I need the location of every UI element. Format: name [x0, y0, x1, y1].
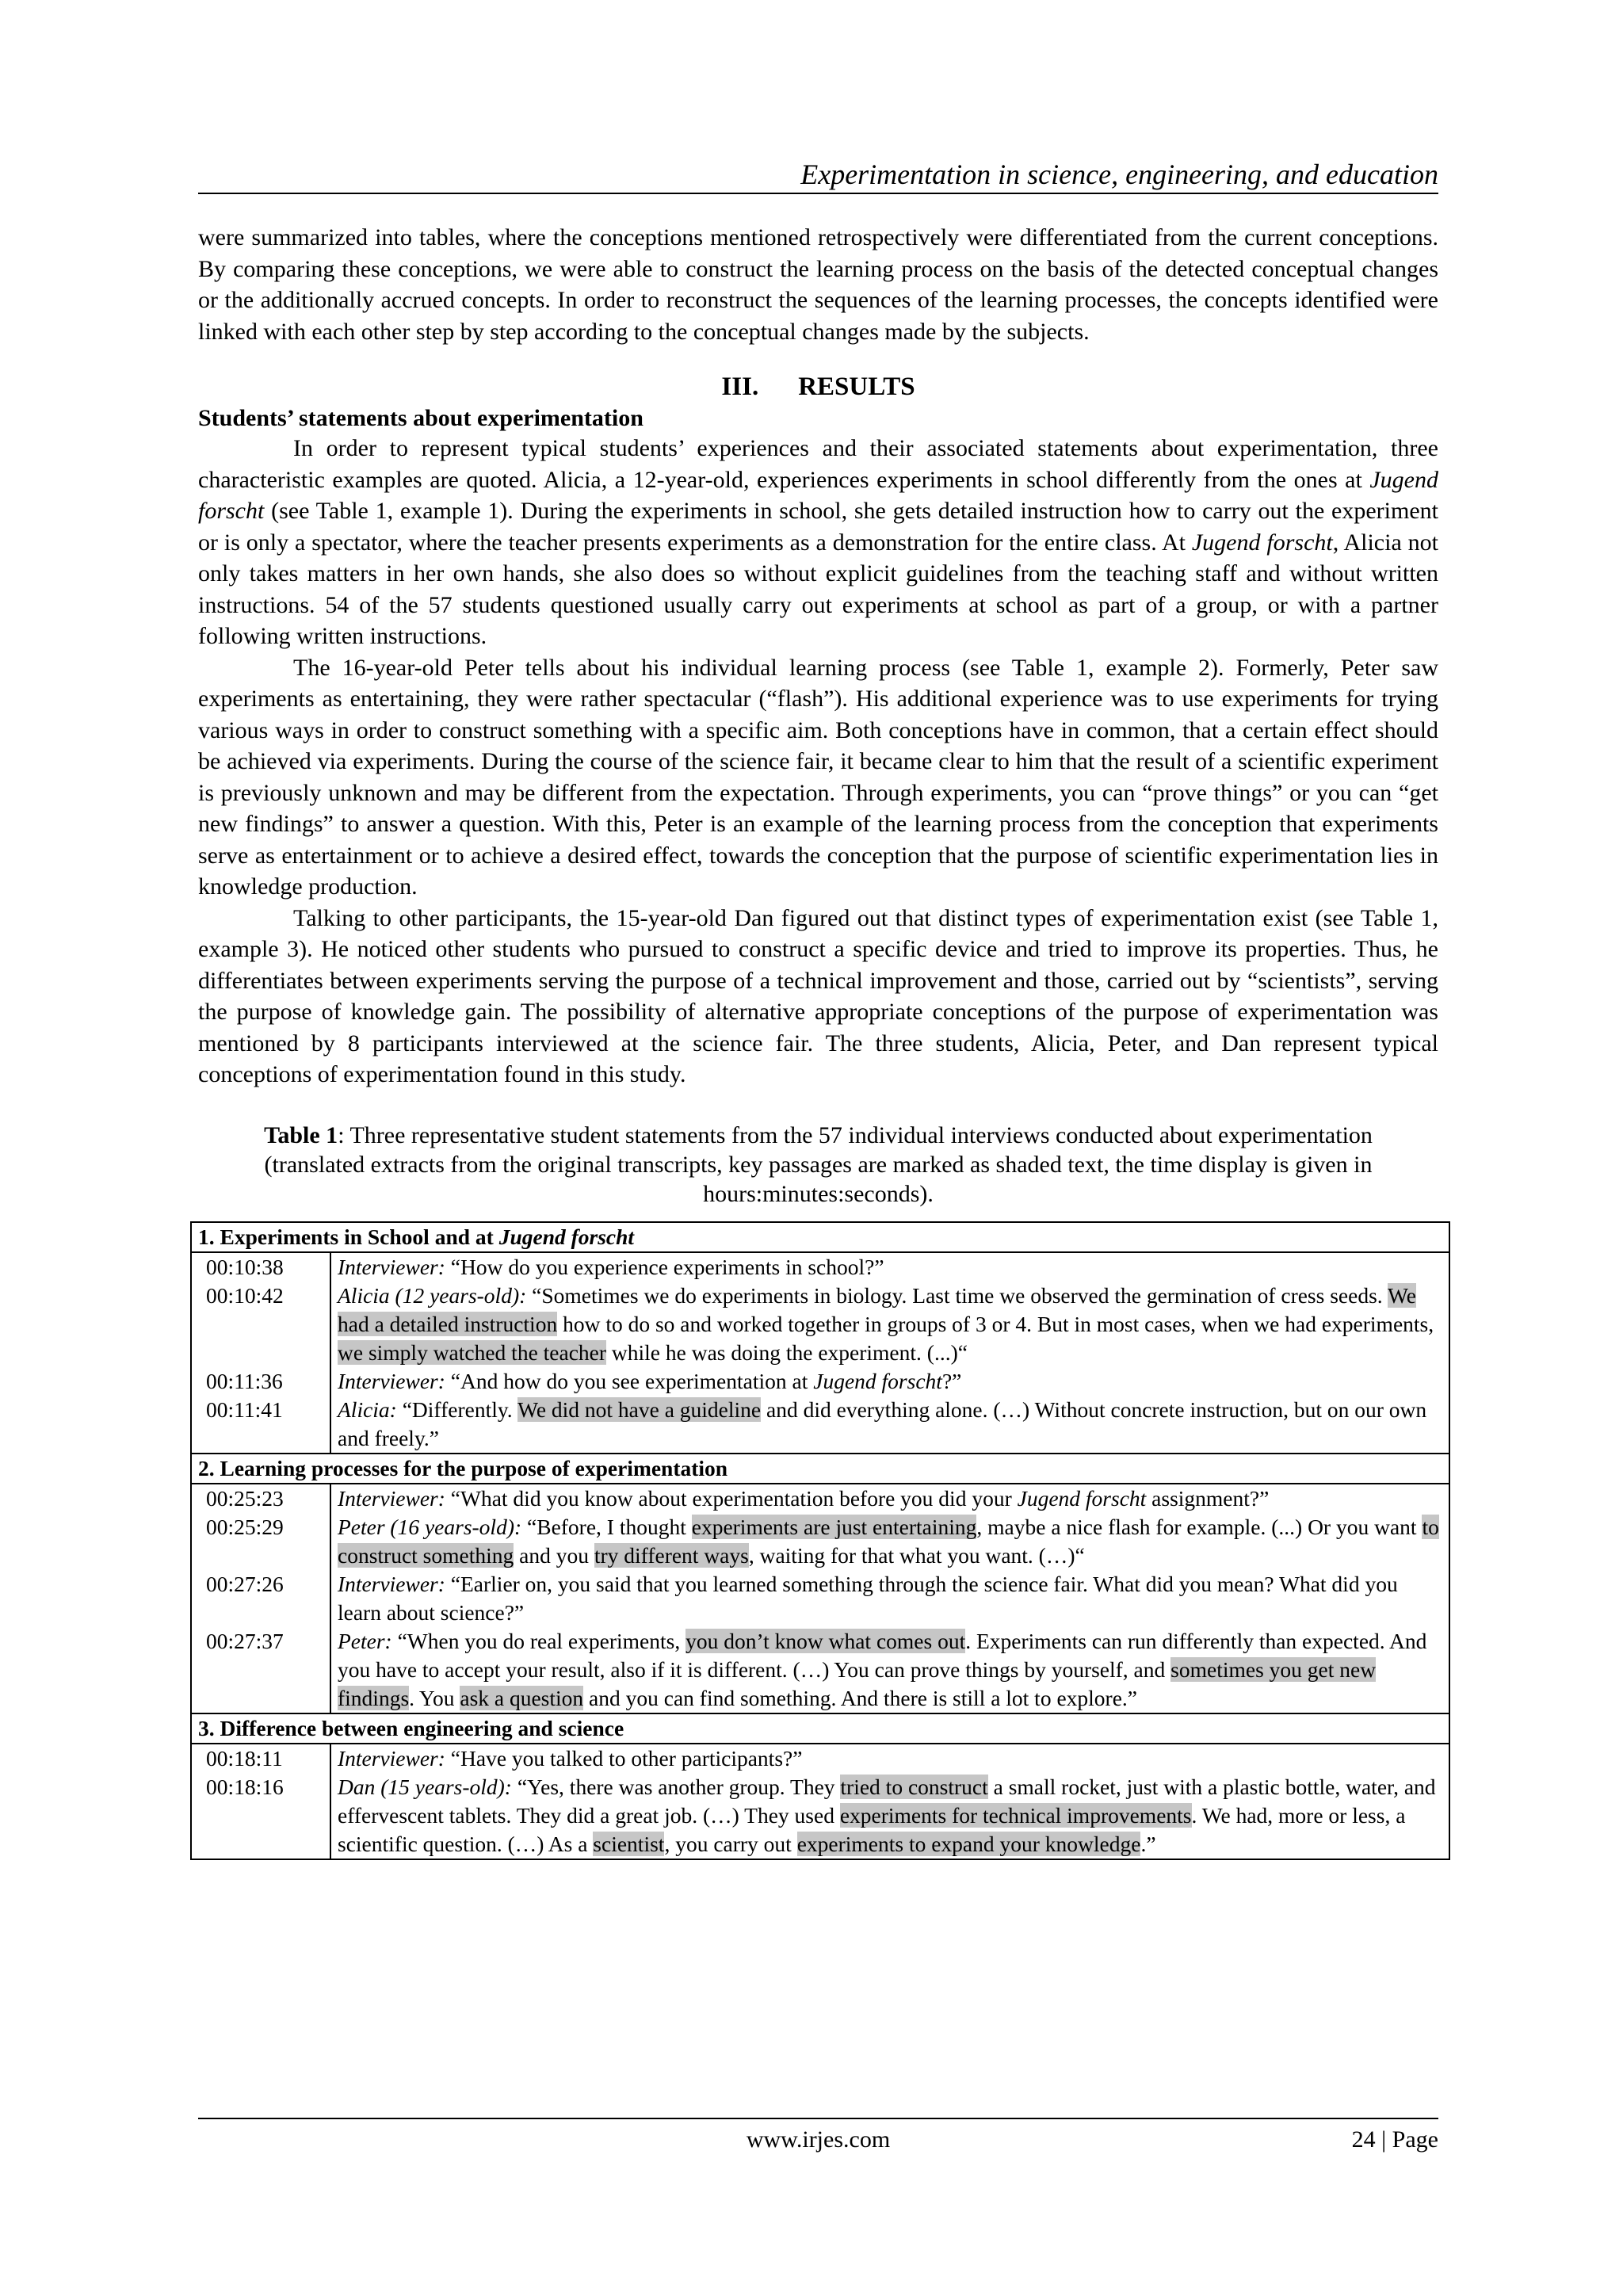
- page-number: 24 | Page: [1351, 2126, 1438, 2153]
- text-run: “Before, I thought: [521, 1514, 692, 1539]
- timestamp: 00:18:16: [206, 1774, 284, 1799]
- shaded-passage: experiments are just entertaining: [691, 1514, 977, 1539]
- transcript-line: [338, 1744, 1442, 1773]
- paragraph-peter: The 16-year-old Peter tells about his individual learning process (see Table 1, example 2). Formerly, Peter saw experiments as entertaining, they were rather spectacular (“flash”). His additional experience was to use experiments for trying various ways in order to construct something with a specific aim. Both conceptions have in common, that a certain effect should be achieved via experiments. During the course of the science fair, it became clear to him that the result of a scientific experiment is previously unknown and may be different from the expectation. Through experiments, you can “prove things” or you can “get new findings” to answer a question. With this, Peter is an example of the learning process from the conception that experiments serve as entertainment or to achieve a desired effect, towards the conception that the purpose of scientific experimentation lies in knowledge production.: [198, 654, 1438, 900]
- spacer: [206, 1310, 325, 1367]
- text-run: and you: [514, 1542, 594, 1568]
- transcript-line: [338, 1773, 1442, 1859]
- section-heading: [198, 369, 1438, 404]
- table-caption: [198, 1121, 1438, 1209]
- transcript-line: [338, 1367, 1442, 1396]
- speaker: Peter:: [338, 1628, 392, 1653]
- subheading: Students’ statements about experimentation: [198, 405, 643, 431]
- shaded-passage: tried to construct: [840, 1774, 988, 1799]
- shaded-passage: experiments for technical improvements: [839, 1802, 1192, 1828]
- section-heading-1: [191, 1222, 1449, 1252]
- text-run: “How do you experience experiments in school?”: [445, 1254, 884, 1279]
- text-run: “Differently.: [396, 1396, 518, 1422]
- spacer: [206, 1599, 325, 1627]
- text-run: “Yes, there was another group. They: [511, 1774, 841, 1799]
- text-run: “And how do you see experimentation at: [445, 1368, 814, 1393]
- text-run: while he was doing the experiment. (...)“: [606, 1339, 968, 1365]
- timestamp: 00:18:11: [206, 1745, 283, 1771]
- transcript-line: [338, 1484, 1442, 1513]
- header-rule: [198, 193, 1438, 194]
- shaded-passage: experiments to expand your knowledge: [796, 1831, 1141, 1856]
- text-run: assignment?”: [1146, 1485, 1270, 1511]
- timestamp: 00:10:42: [206, 1282, 284, 1308]
- footer-rule: [198, 2118, 1438, 2119]
- transcript-line: [338, 1253, 1442, 1282]
- footer-url: www.irjes.com: [746, 2126, 891, 2153]
- speaker: Peter (16 years-old):: [338, 1514, 522, 1539]
- text-run: and you can find something. And there is still a lot to explore.”: [583, 1685, 1137, 1710]
- text-run: a small rocket, just with a plastic bottle, water, and effervescent tablets. They did a great job. (…) They used: [338, 1774, 1436, 1828]
- speaker: Interviewer:: [338, 1254, 445, 1279]
- timestamp: 00:27:37: [206, 1628, 284, 1653]
- text-run: “Earlier on, you said that you learned something through the science fair. What did you mean? What did you learn about science?”: [338, 1571, 1398, 1625]
- transcript-line: [338, 1627, 1442, 1713]
- timestamp: 00:25:23: [206, 1485, 284, 1511]
- time-cell: [191, 1252, 330, 1454]
- shaded-passage: scientist: [593, 1831, 665, 1856]
- text-run: . You: [409, 1685, 460, 1710]
- text-run: how to do so and worked together in groups of 3 or 4. But in most cases, when we had experiments,: [557, 1311, 1434, 1336]
- text-run: “When you do real experiments,: [391, 1628, 686, 1653]
- text-run-italic: Jugend forscht: [813, 1368, 942, 1393]
- time-cell: [191, 1744, 330, 1859]
- table-caption-text: : Three representative student statements from the 57 individual interviews conducted about experimentation (translated extracts from the original transcripts, key passages are marked as shaded text, the time display is given in hours:minutes:seconds).: [264, 1121, 1373, 1207]
- text-run: . Experiments can run differently than expected. And you have to accept your result, also if it is different. (…) You can prove things by yourself, and: [338, 1628, 1427, 1682]
- table-section-header: [191, 1454, 1449, 1484]
- transcript-cell: [330, 1484, 1449, 1713]
- text-run-italic: Jugend forscht: [498, 1224, 635, 1249]
- table-row: [191, 1252, 1449, 1454]
- interview-table: [190, 1221, 1450, 1860]
- text-run-italic: Jugend forscht: [198, 466, 1438, 524]
- shaded-passage: try different ways: [594, 1542, 749, 1568]
- table-section-header: [191, 1713, 1449, 1744]
- shaded-passage: we simply watched the teacher: [338, 1339, 607, 1365]
- transcript-line: [338, 1513, 1442, 1570]
- shaded-passage: We had a detailed instruction: [338, 1282, 1416, 1336]
- time-cell: [191, 1484, 330, 1713]
- text-run: 1. Experiments in School and at: [198, 1224, 499, 1249]
- text-run: and did everything alone. (…) Without concrete instruction, but on our own and freely.”: [338, 1396, 1427, 1450]
- text-run: (see Table 1, example 1). During the experiments in school, she gets detailed instruction how to carry out the experiment or is only a spectator, where the teacher presents experiments as a demonstration for the entire class. At: [198, 498, 1438, 556]
- transcript-line: [338, 1396, 1442, 1453]
- speaker: Dan (15 years-old):: [338, 1774, 512, 1799]
- speaker: Interviewer:: [338, 1571, 445, 1596]
- timestamp: 00:25:29: [206, 1514, 284, 1539]
- table-row: [191, 1484, 1449, 1713]
- shaded-passage: We did not have a guideline: [517, 1396, 762, 1422]
- shaded-passage: you don’t know what comes out: [685, 1628, 966, 1653]
- text-run-italic: Jugend forscht: [1017, 1485, 1147, 1511]
- speaker: Alicia:: [338, 1396, 397, 1422]
- text-run-italic: Jugend forscht: [1191, 529, 1333, 556]
- section-heading-3: 3. Difference between engineering and science: [191, 1713, 1449, 1744]
- text-run: “Have you talked to other participants?”: [445, 1745, 803, 1771]
- section-heading-2: 2. Learning processes for the purpose of experimentation: [191, 1454, 1449, 1484]
- text-run: “What did you know about experimentation before you did your: [445, 1485, 1018, 1511]
- table-section-header: [191, 1222, 1449, 1252]
- table-label: Table 1: [264, 1121, 338, 1148]
- timestamp: 00:11:41: [206, 1396, 283, 1422]
- running-header: Experimentation in science, engineering, and education: [800, 159, 1438, 190]
- intro-paragraph: were summarized into tables, where the conceptions mentioned retrospectively were differentiated from the current conceptions. By comparing these conceptions, we were able to construct the learning process on the basis of the detected conceptual changes or the additionally accrued concepts. In order to reconstruct the sequences of the learning processes, the concepts identified were linked with each other step by step according to the conceptual changes made by the subjects.: [198, 224, 1438, 345]
- transcript-line: [338, 1570, 1442, 1627]
- table-row: [191, 1744, 1449, 1859]
- speaker: Interviewer:: [338, 1368, 445, 1393]
- text-run: , waiting for that what you want. (…)“: [748, 1542, 1085, 1568]
- shaded-passage: to construct something: [338, 1514, 1439, 1568]
- text-run: , Alicia not only takes matters in her own hands, she also does so without explicit guidelines from the teaching staff and without written instructions. 54 of the 57 students questioned usually carry out experiments at school as part of a group, or with a partner following written instructions.: [198, 529, 1439, 649]
- spacer: [206, 1541, 325, 1570]
- paragraph-dan: Talking to other participants, the 15-year-old Dan figured out that distinct types of experimentation exist (see Table 1, example 3). He noticed other students who pursued to construct a specific device and tried to improve its properties. Thus, he differentiates between experiments serving the purpose of a technical improvement and those, carried out by “scientists”, serving the purpose of knowledge gain. The possibility of alternative appropriate conceptions of the purpose of experimentation was mentioned by 8 participants interviewed at the science fair. The three students, Alicia, Peter, and Dan represent typical conceptions of experimentation found in this study.: [198, 904, 1438, 1087]
- text-run: . We had, more or less, a scientific question. (…) As a: [338, 1802, 1406, 1856]
- text-run: In order to represent typical students’ experiences and their associated statements about experimentation, three characteristic examples are quoted. Alicia, a 12-year-old, experiences experiments in school differently from the ones at: [198, 435, 1438, 493]
- timestamp: 00:11:36: [206, 1368, 283, 1393]
- shaded-passage: ask a question: [460, 1685, 584, 1710]
- speaker: Alicia (12 years-old):: [338, 1282, 527, 1308]
- text-run: “Sometimes we do experiments in biology. Last time we observed the germination of cress seeds.: [526, 1282, 1388, 1308]
- text-run: , you carry out: [664, 1831, 797, 1856]
- transcript-line: [338, 1282, 1442, 1367]
- page-body: [198, 222, 1438, 1860]
- text-run: , maybe a nice flash for example. (...) Or you want: [976, 1514, 1423, 1539]
- shaded-passage: sometimes you get new findings: [338, 1656, 1377, 1710]
- text-run: .”: [1140, 1831, 1156, 1856]
- speaker: Interviewer:: [338, 1485, 445, 1511]
- transcript-cell: [330, 1252, 1449, 1454]
- section-number: III.: [721, 372, 759, 401]
- timestamp: 00:27:26: [206, 1571, 284, 1596]
- transcript-cell: [330, 1744, 1449, 1859]
- text-run: ?”: [941, 1368, 962, 1393]
- speaker: Interviewer:: [338, 1745, 445, 1771]
- timestamp: 00:10:38: [206, 1254, 284, 1279]
- section-title: RESULTS: [798, 372, 915, 401]
- paragraph-alicia: [198, 433, 1438, 652]
